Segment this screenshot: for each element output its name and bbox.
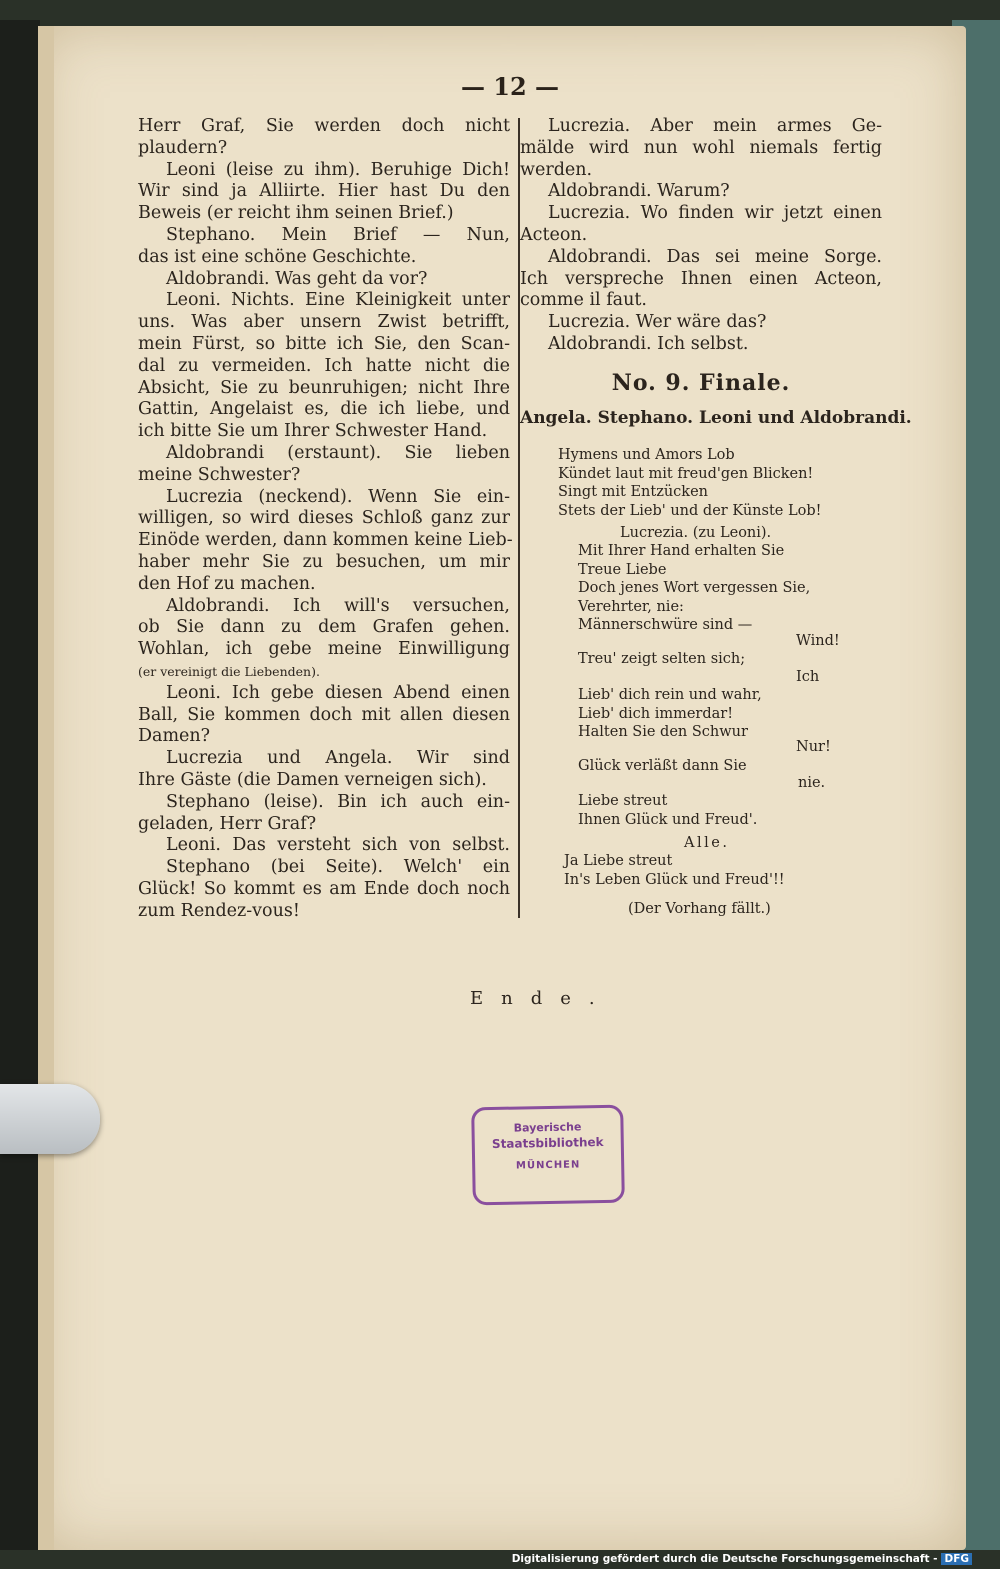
text-line: meine Schwester?	[138, 464, 301, 485]
verse-line: Männerschwüre sind —	[578, 617, 753, 633]
text-line: Herr Graf, Sie werden doch nicht	[138, 116, 510, 136]
stage-direction: (Der Vorhang fällt.)	[628, 901, 771, 917]
finale-heading: No. 9. Finale.	[611, 370, 791, 396]
text-line: willigen, so wird dieses Schloß ganz zur	[138, 508, 510, 529]
text-line: (er vereinigt die Liebenden).	[138, 663, 320, 679]
text-line: den Hof zu machen.	[138, 573, 316, 594]
text-line: Beweis (er reicht ihm seinen Brief.)	[138, 203, 454, 224]
verse-line: Treue Liebe	[578, 561, 667, 578]
verse-line: Lieb' dich rein und wahr,	[578, 687, 762, 703]
reply-nie: nie.	[798, 775, 826, 791]
text-line: comme il faut.	[520, 290, 647, 311]
text-line: Ihre Gäste (die Damen verneigen sich).	[138, 769, 487, 790]
dfg-logo-icon: DFG	[941, 1553, 972, 1565]
verse-line: Lieb' dich immerdar!	[578, 705, 734, 722]
lieb-verse	[578, 686, 762, 742]
text-line: Lucrezia. Wer wäre das?	[548, 312, 767, 333]
verse-line: Kündet laut mit freud'gen Blicken!	[558, 465, 814, 482]
library-stamp	[471, 1105, 625, 1206]
digitization-footer	[512, 1553, 972, 1565]
text-line: Lucrezia (neckend). Wenn Sie ein-	[166, 486, 510, 507]
verse-line: Treu' zeigt selten sich;	[578, 651, 746, 667]
finale-cast: Angela. Stephano. Leoni und Aldobrandi.	[520, 408, 912, 428]
text-line: werden.	[520, 159, 593, 180]
text-line: Aldobrandi (erstaunt). Sie lieben	[166, 442, 510, 463]
text-line: Absicht, Sie zu beunruhigen; nicht Ihre	[138, 377, 510, 398]
verse-line: Glück verläßt dann Sie	[578, 758, 747, 774]
text-line: Stephano (leise). Bin ich auch ein-	[166, 791, 510, 812]
text-line: Wohlan, ich gebe meine Einwilligung	[138, 639, 510, 660]
text-line: zum Rendez-vous!	[138, 900, 300, 921]
text-line: Leoni. Das versteht sich von selbst.	[166, 835, 510, 856]
verse-line: Liebe streut	[578, 793, 668, 809]
verse-line: Halten Sie den Schwur	[578, 724, 748, 740]
ende-text: Ende.	[470, 988, 613, 1009]
text-line: das ist eine schöne Geschichte.	[138, 246, 417, 267]
text-line: Aldobrandi. Das sei meine Sorge.	[548, 246, 882, 267]
verse-line: Ja Liebe streut	[564, 853, 673, 869]
text-line: Damen?	[138, 726, 211, 747]
text-line: ich bitte Sie um Ihrer Schwester Hand.	[138, 421, 488, 442]
text-line: Aldobrandi. Ich will's versuchen,	[166, 595, 510, 616]
text-line: Lucrezia und Angela. Wir sind	[166, 748, 510, 769]
text-line: Stephano. Mein Brief — Nun,	[166, 224, 510, 245]
chorus-block	[558, 446, 821, 520]
text-line: Aldobrandi. Was geht da vor?	[166, 268, 428, 289]
text-line: dal zu vermeiden. Ich hatte nicht die	[138, 355, 510, 376]
speaker-alle: Alle.	[684, 835, 730, 851]
right-column	[520, 116, 882, 356]
footer-text: Digitalisierung gefördert durch die Deutsche Forschungsgemeinschaft -	[511, 1553, 938, 1565]
page-clip	[0, 1084, 100, 1154]
left-column	[138, 116, 513, 922]
verse-line: Verehrter, nie:	[578, 598, 684, 615]
text-line: Stephano (bei Seite). Welch' ein	[166, 857, 510, 878]
text-line: Leoni. Ich gebe diesen Abend einen	[166, 682, 510, 703]
text-line: Lucrezia. Wo finden wir jetzt einen	[548, 203, 882, 224]
reply-ich: Ich	[796, 669, 820, 685]
text-line: Ich verspreche Ihnen einen Acteon,	[520, 268, 882, 289]
text-line: Einöde werden, dann kommen keine Lieb-	[138, 530, 513, 551]
verse-line: Hymens und Amors Lob	[558, 447, 735, 463]
text-line: Ball, Sie kommen doch mit allen diesen	[138, 704, 510, 725]
verse-line: In's Leben Glück und Freud'!!	[564, 871, 785, 888]
text-line: Leoni. Nichts. Eine Kleinigkeit unter	[166, 290, 510, 311]
verse-line: Stets der Lieb' und der Künste Lob!	[558, 502, 822, 519]
verse-line: Doch jenes Wort vergessen Sie,	[578, 580, 811, 596]
stamp-line: Bayerische	[513, 1120, 582, 1135]
reply-wind: Wind!	[796, 633, 840, 649]
page-number: — 12 —	[460, 72, 560, 101]
text-line: Acteon.	[520, 224, 588, 245]
alle-verse	[564, 852, 785, 889]
text-line: uns. Was aber unsern Zwist betrifft,	[138, 312, 510, 333]
text-line: Gattin, Angelaist es, die ich liebe, und	[138, 399, 510, 420]
text-line: Aldobrandi. Warum?	[548, 181, 730, 202]
text-line: plaudern?	[138, 137, 228, 158]
text-line: Lucrezia. Aber mein armes Ge-	[548, 116, 882, 136]
text-line: mein Fürst, so bitte ich Sie, den Scan-	[138, 333, 510, 354]
speaker-lucrezia: Lucrezia. (zu Leoni).	[620, 525, 772, 541]
verse-line: Mit Ihrer Hand erhalten Sie	[578, 543, 785, 559]
text-line: Glück! So kommt es am Ende doch noch	[138, 878, 510, 899]
text-line: haber mehr Sie zu besuchen, um mir	[138, 551, 510, 572]
liebe-verse	[578, 792, 757, 829]
reply-nur: Nur!	[796, 739, 831, 755]
stamp-line: Staatsbibliothek	[491, 1135, 604, 1151]
verse-line: Singt mit Entzücken	[558, 484, 709, 500]
text-line: geladen, Herr Graf?	[138, 813, 317, 834]
text-line: mälde wird nun wohl niemals fertig	[520, 137, 882, 158]
page-gutter	[38, 26, 54, 1550]
text-line: Leoni (leise zu ihm). Beruhige Dich!	[166, 159, 510, 180]
text-line: Aldobrandi. Ich selbst.	[548, 333, 749, 354]
text-line: ob Sie dann zu dem Grafen gehen.	[138, 617, 510, 638]
verse-line: Ihnen Glück und Freud'.	[578, 811, 758, 828]
book-spine-shadow	[0, 20, 40, 1550]
text-line: Wir sind ja Alliirte. Hier hast Du den	[138, 181, 510, 202]
stamp-line: MÜNCHEN	[515, 1159, 581, 1172]
lucrezia-verse	[578, 542, 810, 635]
